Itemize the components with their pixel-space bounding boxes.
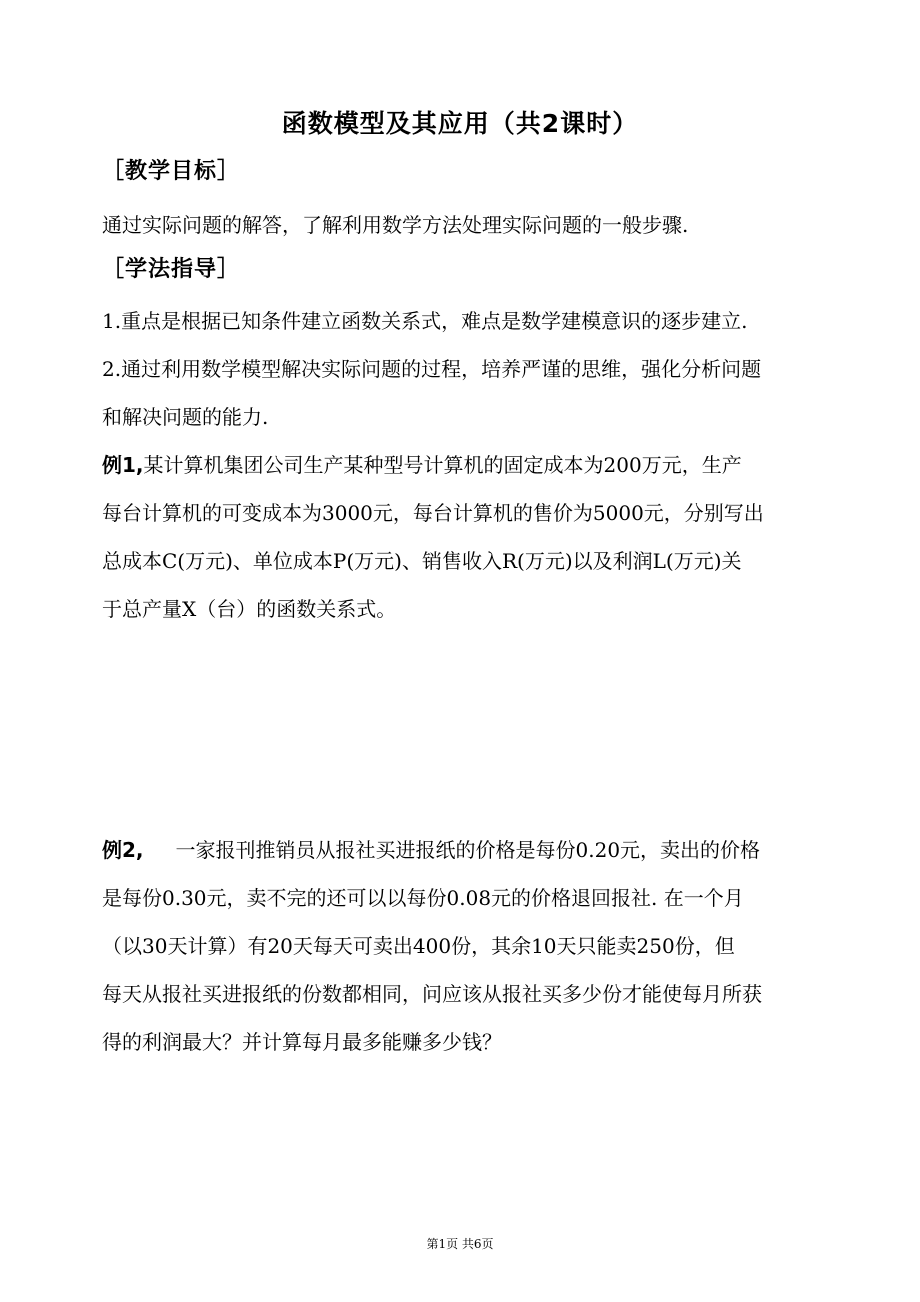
guidance-item-2-line-2: 和解决问题的能力. (102, 405, 269, 429)
example-2-line-3: （以30天计算）有20天每天可卖出400份，其余10天只能卖250份，但 (102, 934, 735, 958)
example-1-label: 例1, (102, 453, 144, 477)
page-title: 函数模型及其应用（共2课时） (281, 109, 639, 138)
example-2-line-5: 得的利润最大？并计算每月最多能赚多少钱？ (102, 1030, 502, 1054)
page-number: 第1页 共6页 (426, 1237, 494, 1251)
guidance-item-2-line-1: 2.通过利用数学模型解决实际问题的过程，培养严谨的思维，强化分析问题 (102, 357, 762, 381)
example-2 (102, 826, 822, 1066)
example-1 (102, 441, 822, 633)
objective-text (102, 201, 822, 249)
objective-line: 通过实际问题的解答，了解利用数学方法处理实际问题的一般步骤. (102, 213, 689, 237)
example-2-text-1: 一家报刊推销员从报社买进报纸的价格是每份0.20元，卖出的价格 (175, 838, 761, 862)
guidance-item-1: 1.重点是根据已知条件建立函数关系式，难点是数学建模意识的逐步建立. (102, 309, 748, 333)
example-1-line-4: 于总产量X（台）的函数关系式。 (102, 597, 397, 621)
example-2-line-4: 每天从报社买进报纸的份数都相同，问应该从报社买多少份才能使每月所获 (102, 982, 762, 1006)
heading-study-guidance: ［学法指导］ (102, 257, 241, 282)
example-2-line-1 (102, 826, 822, 874)
example-2-label: 例2, (102, 838, 144, 862)
page-footer (0, 1236, 920, 1252)
example-2-line-2: 是每份0.30元，卖不完的还可以以每份0.08元的价格退回报社. 在一个月 (102, 886, 744, 910)
example-1-line-1 (102, 441, 822, 489)
example-1-text-1: 某计算机集团公司生产某种型号计算机的固定成本为200万元，生产 (143, 453, 742, 477)
example-1-line-3: 总成本C(万元)、单位成本P(万元)、销售收入R(万元)以及利润L(万元)关 (102, 549, 742, 573)
example-1-line-2: 每台计算机的可变成本为3000元，每台计算机的售价为5000元，分别写出 (102, 501, 764, 525)
guidance-list (102, 297, 822, 441)
heading-teaching-objective: ［教学目标］ (102, 159, 241, 184)
